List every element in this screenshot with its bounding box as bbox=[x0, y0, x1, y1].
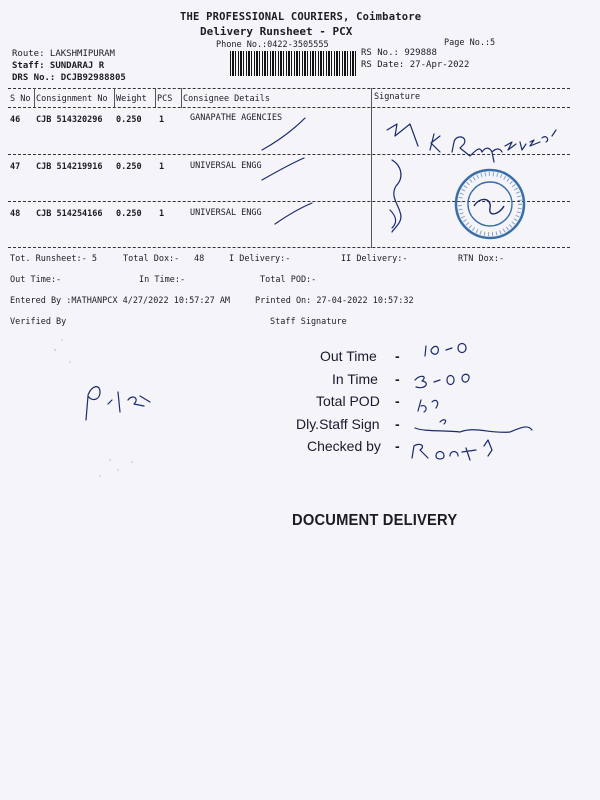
ii-delivery: II Delivery:- bbox=[341, 254, 408, 264]
stamp-dash: - bbox=[395, 438, 400, 454]
i-delivery: I Delivery:- bbox=[229, 254, 291, 264]
in-time-label: In Time:- bbox=[139, 275, 186, 285]
stamp-dash: - bbox=[395, 393, 400, 409]
row-details: UNIVERSAL ENGG bbox=[190, 161, 262, 171]
verified-by: Verified By bbox=[10, 317, 67, 327]
row-details: UNIVERSAL ENGG bbox=[190, 208, 262, 218]
ink-stroke bbox=[86, 387, 150, 420]
company-seal bbox=[456, 170, 524, 238]
total-dox-value: 48 bbox=[194, 254, 205, 264]
stamp-dly-staff-sign: Dly.Staff Sign bbox=[296, 416, 380, 432]
total-pod-label: Total POD:- bbox=[260, 275, 317, 285]
printed-on: Printed On: 27-04-2022 10:57:32 bbox=[255, 296, 414, 306]
row-sno: 48 bbox=[10, 209, 21, 219]
stamp-dash: - bbox=[395, 371, 400, 387]
col-header-weight: Weight bbox=[116, 94, 147, 104]
drs-number: DRS No.: DCJB92988805 bbox=[12, 73, 126, 83]
row-weight: 0.250 bbox=[116, 162, 142, 172]
rs-number: RS No.: 929888 bbox=[361, 48, 437, 58]
ink-stroke bbox=[275, 203, 312, 224]
ink-stroke bbox=[392, 160, 401, 232]
col-header-consignment: Consignment No bbox=[36, 94, 108, 104]
row-weight: 0.250 bbox=[116, 115, 142, 125]
paper-smudges bbox=[54, 339, 133, 477]
ink-stroke bbox=[430, 134, 440, 152]
stamp-dash: - bbox=[395, 416, 400, 432]
rs-date: RS Date: 27-Apr-2022 bbox=[361, 60, 470, 70]
ink-stroke bbox=[452, 137, 502, 162]
row-details: GANAPATHE AGENCIES bbox=[190, 113, 283, 123]
ink-stroke bbox=[390, 210, 396, 228]
rtn-dox: RTN Dox:- bbox=[458, 254, 505, 264]
page-number: Page No.:5 bbox=[444, 38, 496, 48]
phone-number: Phone No.:0422-3505555 bbox=[216, 40, 329, 50]
ink-stroke bbox=[505, 130, 556, 150]
stamp-dash: - bbox=[395, 348, 400, 364]
ink-stroke bbox=[418, 400, 438, 412]
out-time-label: Out Time:- bbox=[10, 275, 62, 285]
col-header-pcs: PCS bbox=[157, 94, 173, 104]
col-header-sno: S No bbox=[10, 94, 31, 104]
row-consignment: CJB 514219916 bbox=[36, 162, 103, 172]
row-pcs: 1 bbox=[159, 115, 165, 125]
stamp-out-time: Out Time bbox=[320, 348, 377, 364]
col-header-signature: Signature bbox=[374, 92, 421, 102]
staff-name: Staff: SUNDARAJ R bbox=[12, 61, 105, 71]
row-weight: 0.250 bbox=[116, 209, 142, 219]
staff-signature-label: Staff Signature bbox=[270, 317, 347, 327]
runsheet-title: Delivery Runsheet - PCX bbox=[200, 25, 353, 38]
col-header-details: Consignee Details bbox=[183, 94, 270, 104]
entered-by: Entered By :MATHANPCX 4/27/2022 10:57:27 AM bbox=[10, 296, 231, 306]
company-name: THE PROFESSIONAL COURIERS, Coimbatore bbox=[180, 11, 422, 23]
stamp-checked-by: Checked by bbox=[307, 438, 381, 454]
ink-stroke bbox=[415, 374, 469, 387]
total-dox-label: Total Dox:- bbox=[123, 254, 180, 264]
ink-stroke bbox=[425, 344, 466, 357]
row-consignment: CJB 514254166 bbox=[36, 209, 103, 219]
route: Route: LAKSHMIPURAM bbox=[12, 49, 115, 59]
ink-stroke bbox=[415, 427, 532, 432]
ink-stroke bbox=[412, 440, 492, 460]
ink-stroke bbox=[440, 420, 446, 424]
row-sno: 46 bbox=[10, 115, 21, 125]
total-runsheet: Tot. Runsheet:- 5 bbox=[10, 254, 97, 264]
stamp-in-time: In Time bbox=[332, 371, 378, 387]
document-delivery-stamp: DOCUMENT DELIVERY bbox=[292, 512, 458, 529]
row-pcs: 1 bbox=[159, 162, 165, 172]
ink-stroke bbox=[262, 158, 304, 180]
row-pcs: 1 bbox=[159, 209, 165, 219]
row-sno: 47 bbox=[10, 162, 21, 172]
ink-stroke bbox=[262, 118, 305, 150]
stamp-total-pod: Total POD bbox=[316, 393, 380, 409]
ink-stroke bbox=[387, 124, 418, 146]
row-consignment: CJB 514320296 bbox=[36, 115, 103, 125]
